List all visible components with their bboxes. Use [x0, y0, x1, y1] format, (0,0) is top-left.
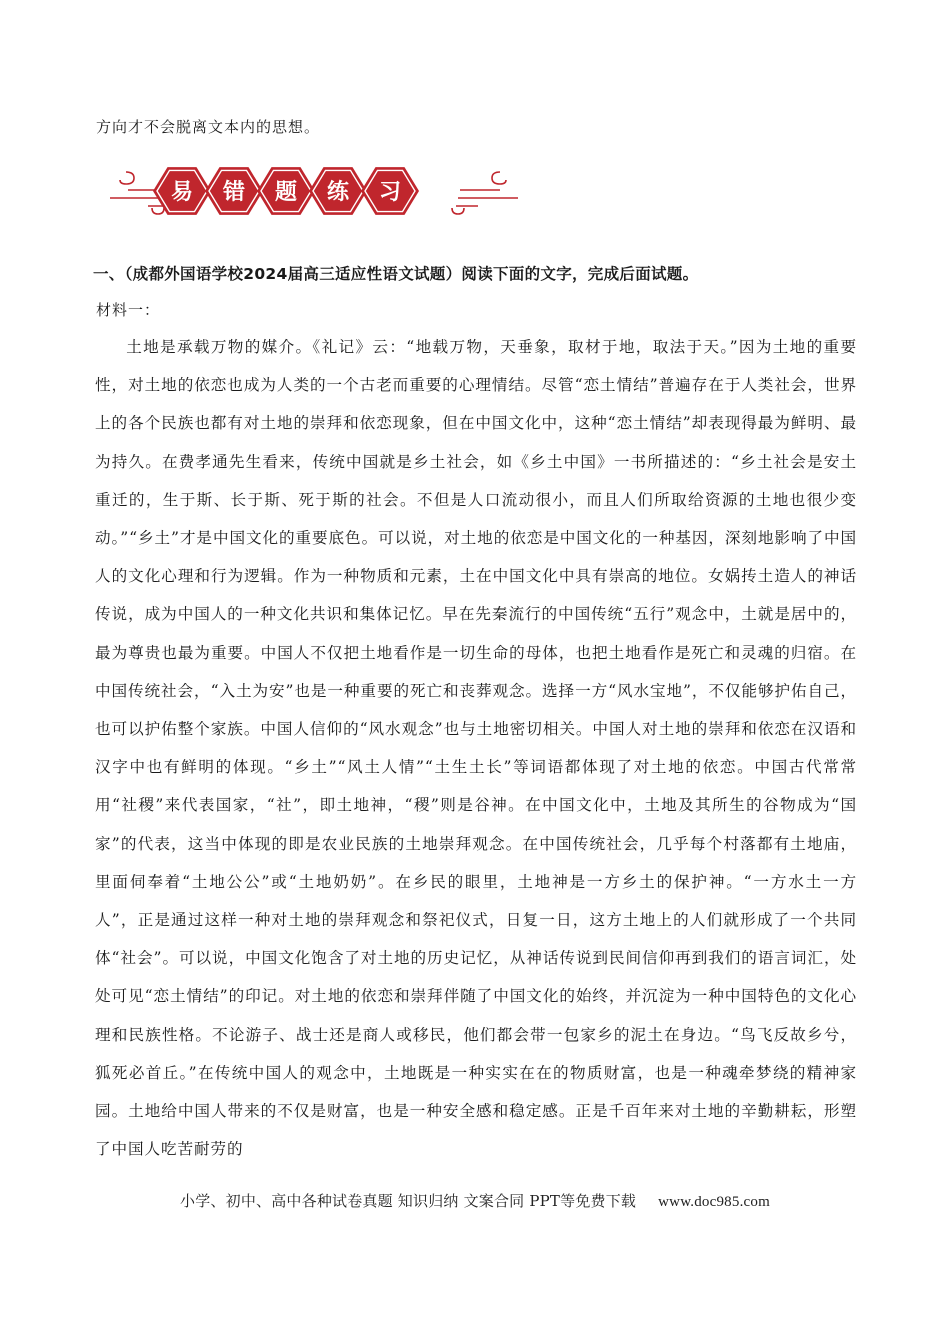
banner-char: 练: [326, 180, 350, 205]
page-footer: [0, 1190, 950, 1211]
banner-char: 易: [170, 180, 194, 205]
footer-url[interactable]: www.doc985.com: [658, 1194, 770, 1210]
continuation-text: 方向才不会脱离文本内的思想。: [96, 118, 321, 136]
question-title: 一、（成都外国语学校2024届高三适应性语文试题）阅读下面的文字，完成后面试题。: [93, 265, 699, 283]
section-banner: [108, 160, 520, 222]
banner-graphic: [108, 160, 520, 222]
material-label: 材料一：: [96, 301, 161, 319]
banner-char: 习: [378, 180, 402, 205]
footer-text: 小学、初中、高中各种试卷真题 知识归纳 文案合同 PPT等免费下载: [180, 1192, 637, 1210]
banner-char: 错: [222, 180, 246, 205]
article-body: [95, 328, 857, 1168]
banner-char: 题: [274, 180, 298, 205]
article-paragraph: 土地是承载万物的媒介。《礼记》云：“地载万物，天垂象，取材于地，取法于天。”因为土地的重要性，对土地的依恋也成为人类的一个古老而重要的心理情结。尽管“恋土情结”普遍存在于人类社会，世界上的各个民族也都有对土地的崇拜和依恋现象，但在中国文化中，这种“恋土情结”却表现得最为鲜明、最为持久。在费孝通先生看来，传统中国就是乡土社会，如《乡土中国》一书所描述的：“乡土社会是安土重迁的，生于斯、长于斯、死于斯的社会。不但是人口流动很小，而且人们所取给资源的土地也很少变动。”“乡土”才是中国文化的重要底色。可以说，对土地的依恋是中国文化的一种基因，深刻地影响了中国人的文化心理和行为逻辑。作为一种物质和元素，土在中国文化中具有崇高的地位。女娲抟土造人的神话传说，成为中国人的一种文化共识和集体记忆。早在先秦流行的中国传统“五行”观念中，土就是居中的，最为尊贵也最为重要。中国人不仅把土地看作是一切生命的母体，也把土地看作是死亡和灵魂的归宿。在中国传统社会，“入土为安”也是一种重要的死亡和丧葬观念。选择一方“风水宝地”，不仅能够护佑自己，也可以护佑整个家族。中国人信仰的“风水观念”也与土地密切相关。中国人对土地的崇拜和依恋在汉语和汉字中也有鲜明的体现。“乡土”“风土人情”“土生土长”等词语都体现了对土地的依恋。中国古代常常用“社稷”来代表国家，“社”，即土地神，“稷”则是谷神。在中国文化中，土地及其所生的谷物成为“国家”的代表，这当中体现的即是农业民族的土地崇拜观念。在中国传统社会，几乎每个村落都有土地庙，里面伺奉着“土地公公”或“土地奶奶”。在乡民的眼里，土地神是一方乡土的保护神。“一方水土一方人”，正是通过这样一种对土地的崇拜观念和祭祀仪式，日复一日，这方土地上的人们就形成了一个共同体“社会”。可以说，中国文化饱含了对土地的历史记忆，从神话传说到民间信仰再到我们的语言词汇，处处可见“恋土情结”的印记。对土地的依恋和崇拜伴随了中国文化的始终，并沉淀为一种中国特色的文化心理和民族性格。不论游子、战士还是商人或移民，他们都会带一包家乡的泥土在身边。“鸟飞反故乡兮，狐死必首丘。”在传统中国人的观念中，土地既是一种实实在在的物质财富，也是一种魂牵梦绕的精神家园。土地给中国人带来的不仅是财富，也是一种安全感和稳定感。正是千百年来对土地的辛勤耕耘，形塑了中国人吃苦耐劳的: [95, 338, 857, 1159]
